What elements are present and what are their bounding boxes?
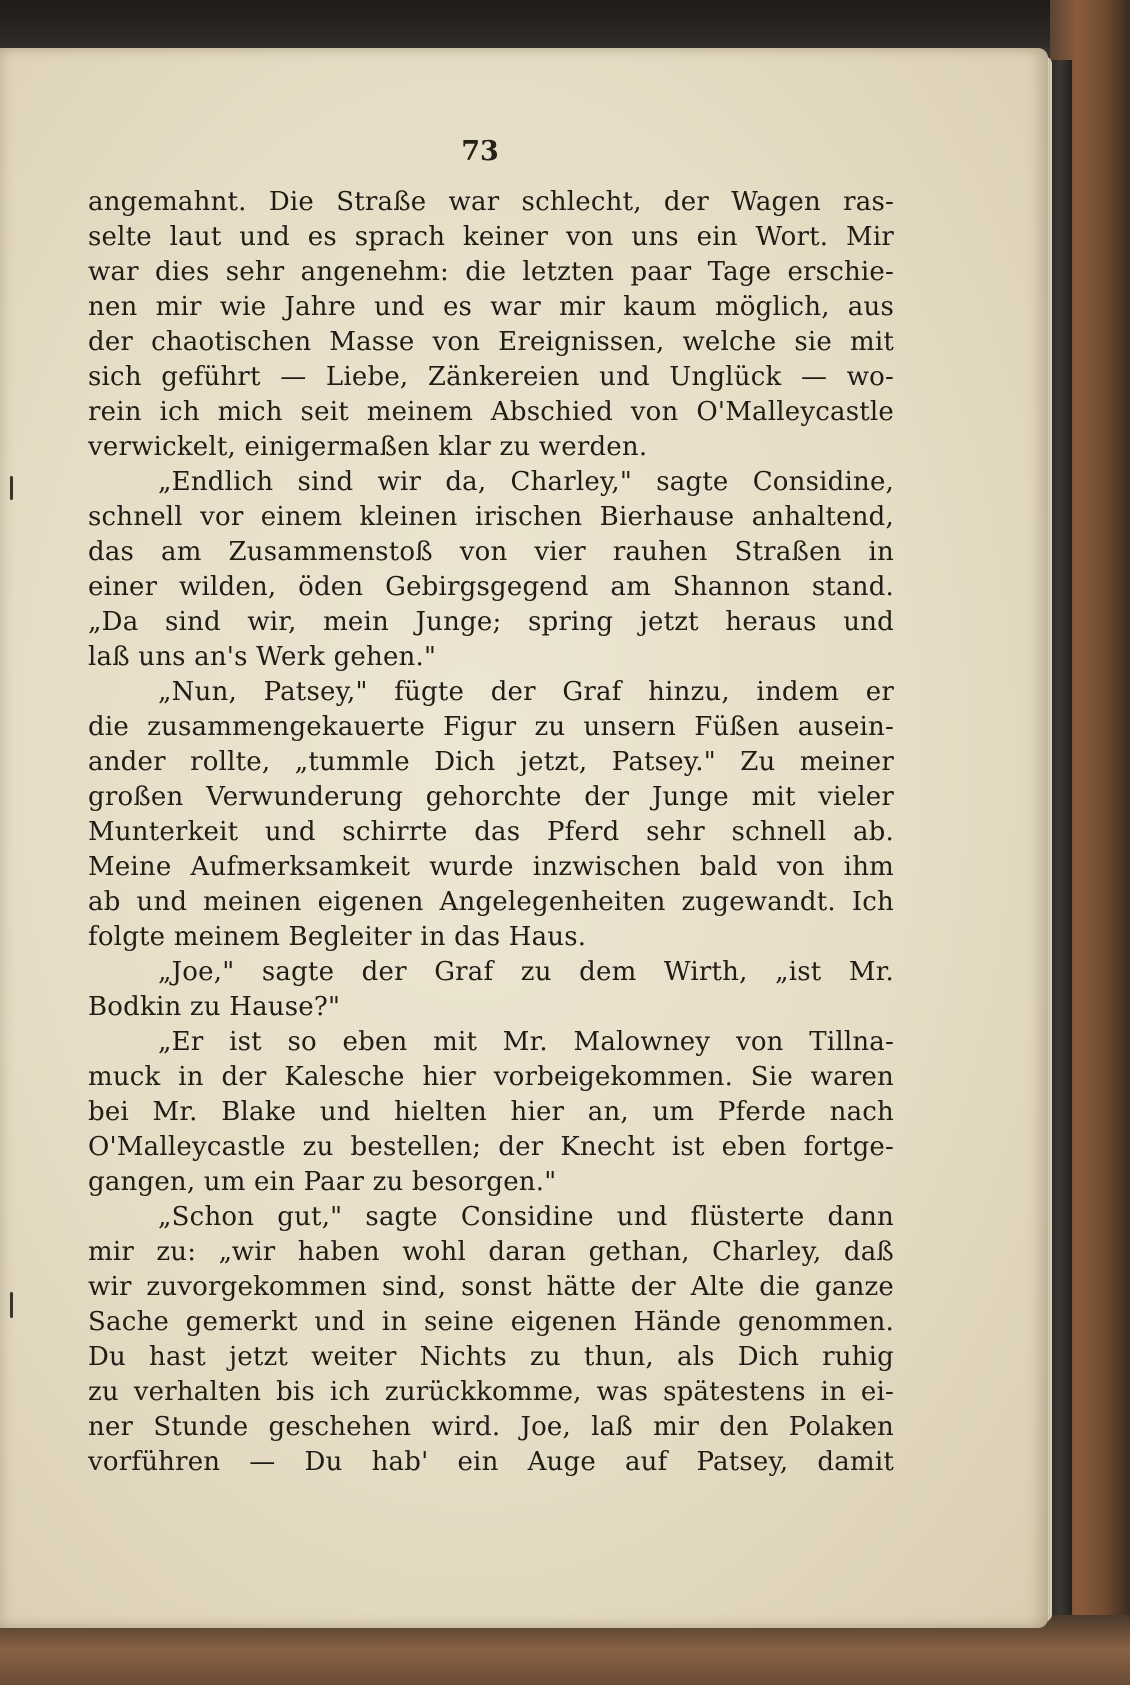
text-line: Bodkin zu Hause?" (88, 992, 341, 1022)
text-line: die zusammengekauerte Figur zu unsern Füßen ausein- (88, 712, 894, 742)
text-line: ander rollte, „tummle Dich jetzt, Patsey." Zu meiner (88, 747, 894, 777)
text-line: Sache gemerkt und in seine eigenen Hände genommen. (88, 1307, 894, 1337)
text-line: mir zu: „wir haben wohl daran gethan, Charley, daß (88, 1237, 894, 1267)
text-line: rein ich mich seit meinem Abschied von O'Malleycastle (88, 397, 894, 427)
page-number: 73 (461, 136, 499, 167)
text-line: nen mir wie Jahre und es war mir kaum möglich, aus (88, 292, 894, 322)
text-line: folgte meinem Begleiter in das Haus. (88, 922, 587, 952)
text-line: der chaotischen Masse von Ereignissen, welche sie mit (88, 327, 894, 357)
text-line: sich geführt — Liebe, Zänkereien und Unglück — wo- (88, 362, 894, 392)
text-line: „Endlich sind wir da, Charley," sagte Considine, (158, 467, 894, 497)
text-line: einer wilden, öden Gebirgsgegend am Shannon stand. (88, 572, 894, 602)
text-line: Du hast jetzt weiter Nichts zu thun, als Dich ruhig (88, 1342, 894, 1372)
text-block (88, 185, 894, 1480)
text-line: „Joe," sagte der Graf zu dem Wirth, „ist Mr. (158, 957, 894, 987)
text-line: selte laut und es sprach keiner von uns ein Wort. Mir (88, 222, 894, 252)
text-line: „Er ist so eben mit Mr. Malowney von Tillna- (158, 1027, 894, 1057)
text-line: das am Zusammenstoß von vier rauhen Straßen in (88, 537, 894, 567)
text-line: Meine Aufmerksamkeit wurde inzwischen bald von ihm (88, 852, 894, 882)
text-line: „Schon gut," sagte Considine und flüsterte dann (158, 1202, 894, 1232)
text-line: schnell vor einem kleinen irischen Bierhause anhaltend, (88, 502, 894, 532)
text-line: „Nun, Patsey," fügte der Graf hinzu, indem er (158, 677, 894, 707)
text-line: Munterkeit und schirrte das Pferd sehr schnell ab. (88, 817, 894, 847)
gutter-mark (10, 476, 13, 500)
text-line: verwickelt, einigermaßen klar zu werden. (88, 432, 648, 462)
text-line: angemahnt. Die Straße war schlecht, der Wagen ras- (88, 187, 894, 217)
text-line: vorführen — Du hab' ein Auge auf Patsey, damit (88, 1447, 894, 1477)
text-line: muck in der Kalesche hier vorbeigekommen. Sie waren (88, 1062, 894, 1092)
text-line: großen Verwunderung gehorchte der Junge mit vieler (88, 782, 894, 812)
gutter-mark (10, 1292, 13, 1318)
text-line: zu verhalten bis ich zurückkomme, was spätestens in ei- (88, 1377, 894, 1407)
text-line: ab und meinen eigenen Angelegenheiten zugewandt. Ich (88, 887, 894, 917)
text-line: bei Mr. Blake und hielten hier an, um Pferde nach (88, 1097, 894, 1127)
text-line: ner Stunde geschehen wird. Joe, laß mir den Polaken (88, 1412, 894, 1442)
text-line: wir zuvorgekommen sind, sonst hätte der Alte die ganze (88, 1272, 894, 1302)
text-line: O'Malleycastle zu bestellen; der Knecht ist eben fortge- (88, 1132, 894, 1162)
text-line: laß uns an's Werk gehen." (88, 642, 437, 672)
text-line: war dies sehr angenehm: die letzten paar Tage erschie- (88, 257, 894, 287)
text-line: „Da sind wir, mein Junge; spring jetzt heraus und (88, 607, 894, 637)
text-line: gangen, um ein Paar zu besorgen." (88, 1167, 557, 1197)
